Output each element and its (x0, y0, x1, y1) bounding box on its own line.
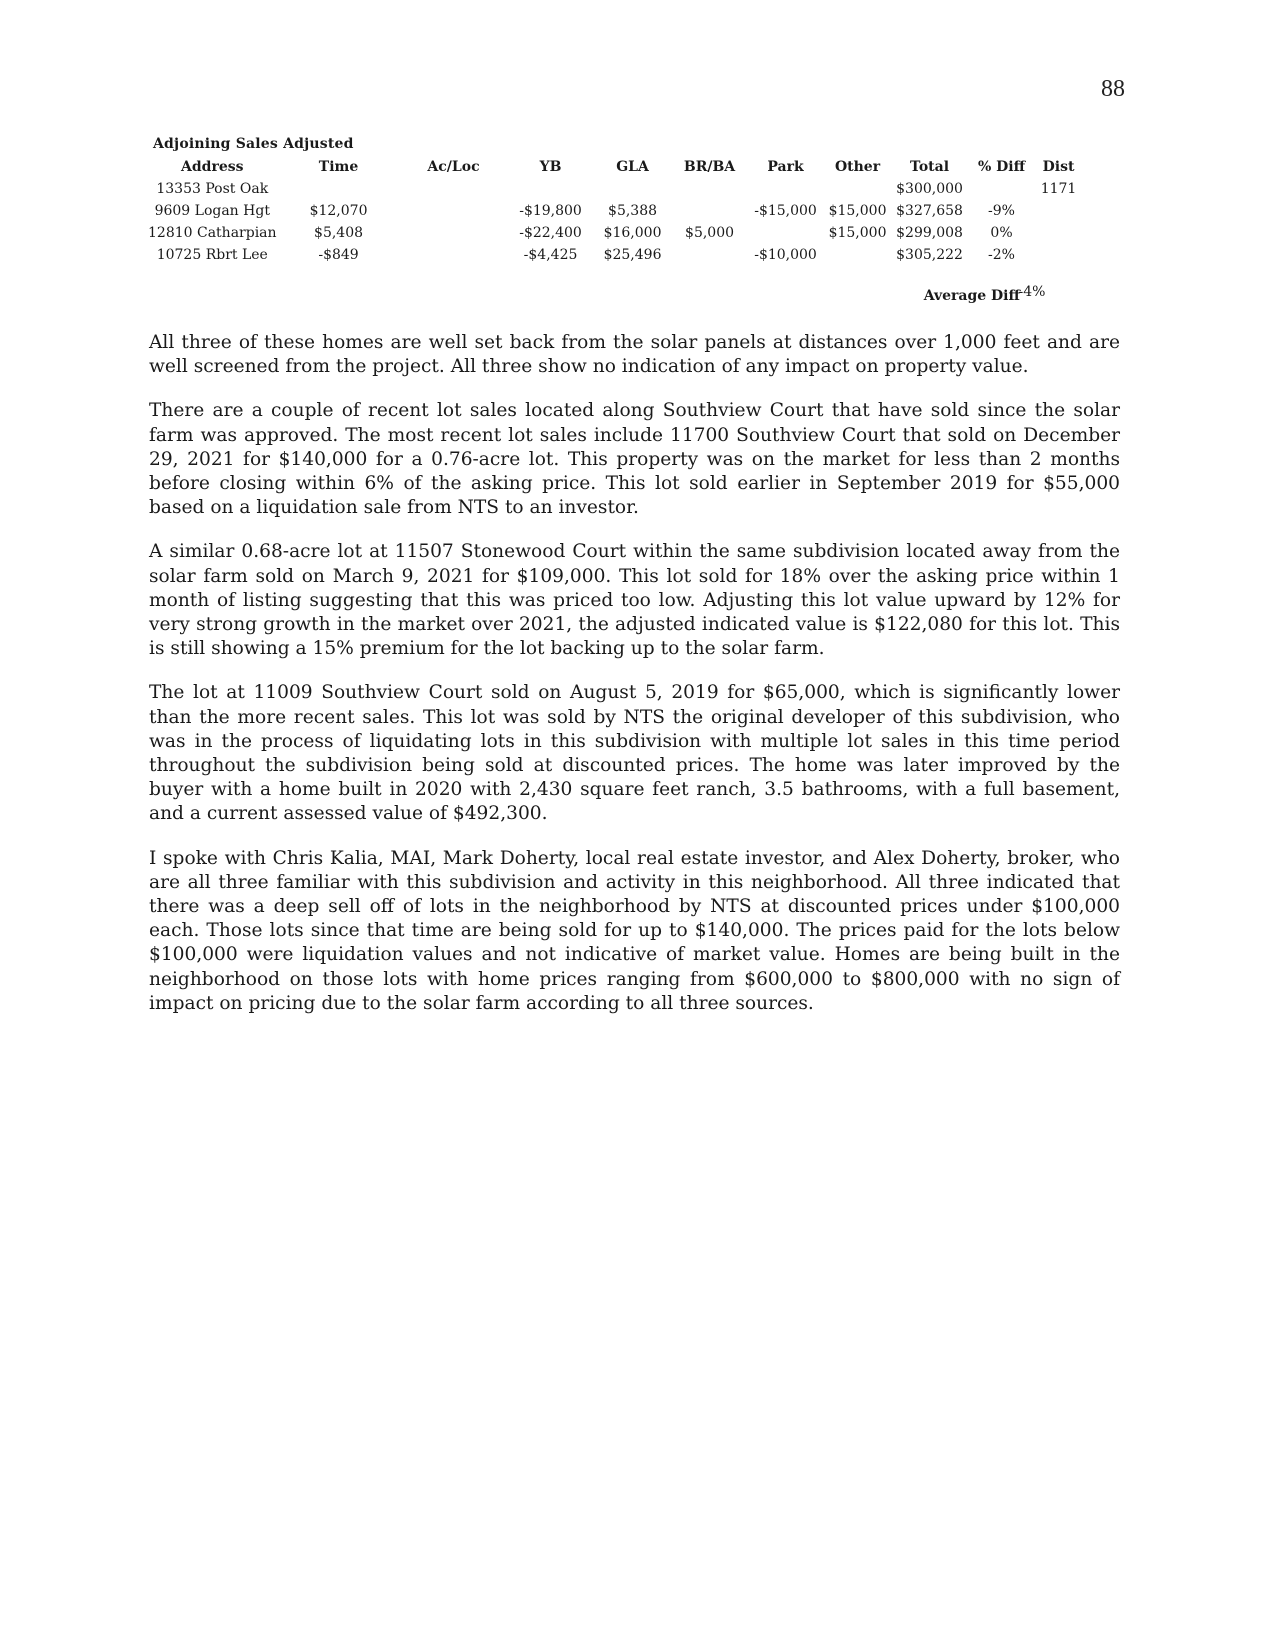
cell-yb: -$4,425 (523, 247, 578, 263)
cell-gla: $25,496 (603, 247, 662, 263)
table-row (148, 178, 1081, 200)
paragraph: I spoke with Chris Kalia, MAI, Mark Doherty, local real estate investor, and Alex Doherty, broker, who are all three familiar with this subdivision and activity in this neighborhood. All three indicated that there was a deep sell off of lots in the neighborhood by NTS at discounted prices under $100,000 each. Those lots since that time are being sold for up to $140,000. The prices paid for the lots below $100,000 were liquidation values and not indicative of market value. Homes are being built in the neighborhood on those lots with home prices ranging from $600,000 to $800,000 with no sign of impact on pricing due to the solar farm according to all three sources. (149, 847, 1120, 1014)
cell-address: 12810 Catharpian (148, 225, 277, 241)
adjoining-sales-table (148, 156, 1081, 266)
cell-other: $15,000 (828, 225, 887, 241)
cell-dist: 1171 (1040, 181, 1077, 197)
cell-dist (1037, 244, 1081, 266)
cell-time: $5,408 (314, 225, 364, 241)
cell-address: 10725 Rbrt Lee (156, 247, 268, 263)
cell-yb: -$22,400 (519, 225, 582, 241)
header-total: Total (910, 159, 950, 175)
cell-park (749, 222, 823, 244)
header-park: Park (767, 159, 804, 175)
table-row (148, 222, 1081, 244)
header-yb: YB (539, 159, 562, 175)
cell-ac-loc (401, 200, 507, 222)
table-row (148, 244, 1081, 266)
cell-other (823, 178, 893, 200)
cell-dist (1037, 222, 1081, 244)
paragraph: All three of these homes are well set back from the solar panels at distances over 1,000 feet and are well screened from the project. All three show no indication of any impact on property value. (149, 332, 1120, 378)
cell-total: $327,658 (896, 203, 963, 219)
page-number: 88 (1101, 76, 1125, 102)
table-header-row (148, 156, 1081, 178)
cell-total: $300,000 (896, 181, 963, 197)
cell-total: $305,222 (896, 247, 963, 263)
body-text (149, 331, 1120, 1036)
header-br-ba: BR/BA (683, 159, 736, 175)
cell-time (277, 178, 401, 200)
cell-time: -$849 (318, 247, 359, 263)
cell-other: $15,000 (828, 203, 887, 219)
adjoining-sales-table-section (148, 136, 1088, 308)
paragraph: There are a couple of recent lot sales located along Southview Court that have sold since the solar farm was approved. The most recent lot sales include 11700 Southview Court that sold on December 29, 2021 for $140,000 for a 0.76-acre lot. This property was on the market for less than 2 months before closing within 6% of the asking price. This lot sold earlier in September 2019 for $55,000 based on a liquidation sale from NTS to an investor. (149, 400, 1120, 519)
header-time: Time (318, 159, 359, 175)
cell-ac-loc (401, 222, 507, 244)
cell-br-ba (671, 200, 749, 222)
cell-other (823, 244, 893, 266)
cell-ac-loc (401, 178, 507, 200)
average-diff-label: Average Diff (923, 288, 1020, 304)
cell-total: $299,008 (896, 225, 963, 241)
header-pct-diff: % Diff (977, 159, 1026, 175)
header-gla: GLA (616, 159, 649, 175)
cell-pct-diff: 0% (990, 225, 1013, 241)
cell-br-ba (671, 178, 749, 200)
cell-park (749, 178, 823, 200)
cell-park: -$15,000 (754, 203, 817, 219)
cell-yb: -$19,800 (519, 203, 582, 219)
cell-dist (1037, 200, 1081, 222)
table-title: Adjoining Sales Adjusted (153, 136, 354, 152)
cell-pct-diff: -2% (988, 247, 1015, 263)
cell-pct-diff (967, 178, 1037, 200)
cell-address: 13353 Post Oak (156, 181, 269, 197)
header-other: Other (834, 159, 881, 175)
cell-park: -$10,000 (754, 247, 817, 263)
cell-time: $12,070 (309, 203, 368, 219)
table-row (148, 200, 1081, 222)
header-ac-loc: Ac/Loc (427, 159, 480, 175)
average-diff-row (148, 284, 1088, 308)
header-dist: Dist (1042, 159, 1075, 175)
paragraph: A similar 0.68-acre lot at 11507 Stonewood Court within the same subdivision located away from the solar farm sold on March 9, 2021 for $109,000. This lot sold for 18% over the asking price within 1 month of listing suggesting that this was priced too low. Adjusting this lot value upward by 12% for very strong growth in the market over 2021, the adjusted indicated value is $122,080 for this lot. This is still showing a 15% premium for the lot backing up to the solar farm. (149, 541, 1120, 660)
cell-gla: $5,388 (608, 203, 658, 219)
cell-ac-loc (401, 244, 507, 266)
cell-gla: $16,000 (603, 225, 662, 241)
cell-br-ba (671, 244, 749, 266)
cell-gla (595, 178, 671, 200)
cell-address: 9609 Logan Hgt (154, 203, 270, 219)
cell-br-ba: $5,000 (685, 225, 735, 241)
cell-yb (507, 178, 595, 200)
paragraph: The lot at 11009 Southview Court sold on August 5, 2019 for $65,000, which is significantly lower than the more recent sales. This lot was sold by NTS the original developer of this subdivision, who was in the process of liquidating lots in this subdivision with multiple lot sales in this time period throughout the subdivision being sold at discounted prices. The home was later improved by the buyer with a home built in 2020 with 2,430 square feet ranch, 3.5 bathrooms, with a full basement, and a current assessed value of $492,300. (149, 682, 1120, 825)
average-diff-value: -4% (1018, 284, 1046, 300)
cell-pct-diff: -9% (988, 203, 1015, 219)
header-address: Address (181, 159, 244, 175)
